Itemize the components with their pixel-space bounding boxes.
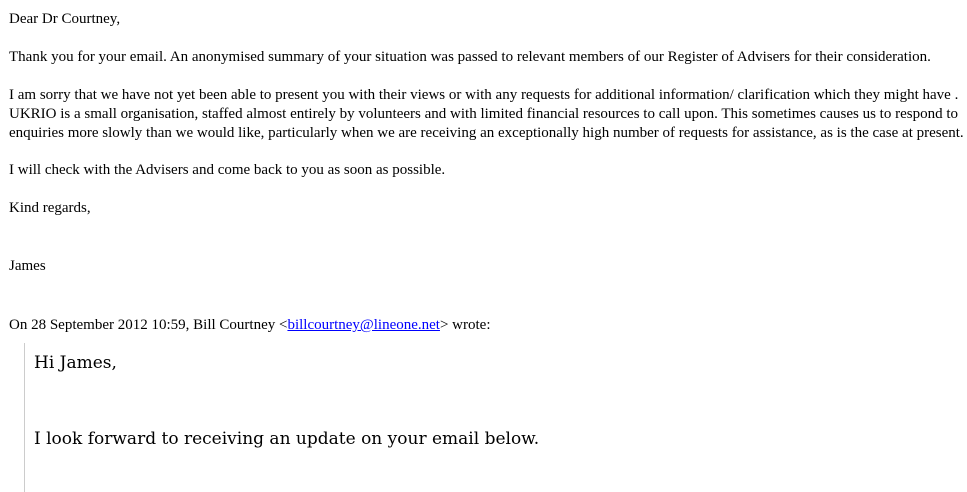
reply-paragraph-2 bbox=[9, 86, 967, 143]
quote-attribution-line bbox=[9, 316, 967, 335]
reply-signoff: Kind regards, bbox=[9, 200, 91, 216]
quote-attribution-suffix: > wrote: bbox=[439, 317, 491, 333]
reply-paragraph-2-line-3: enquiries more slowly than we would like, particularly when we are receiving an exceptionally high number of requests for assistance, as is the case at present. bbox=[9, 125, 964, 141]
reply-paragraph-2-line-2: UKRIO is a small organisation, staffed almost entirely by volunteers and with limited financial resources to call upon. This sometimes causes us to respond to bbox=[9, 106, 958, 122]
quoted-greeting: Hi James, bbox=[34, 353, 117, 373]
reply-greeting: Dear Dr Courtney, bbox=[9, 11, 121, 27]
sender-email-link[interactable]: billcourtney@lineone.net bbox=[287, 317, 440, 333]
quote-attribution-prefix: On 28 September 2012 10:59, Bill Courtney < bbox=[9, 317, 288, 333]
reply-signature: James bbox=[9, 258, 46, 274]
reply-paragraph-3: I will check with the Advisers and come back to you as soon as possible. bbox=[9, 162, 446, 178]
reply-paragraph-1: Thank you for your email. An anonymised summary of your situation was passed to relevant members of our Register of Advisers for their consideration. bbox=[9, 49, 931, 65]
quoted-message bbox=[24, 343, 967, 492]
reply-paragraph-2-line-1: I am sorry that we have not yet been able to present you with their views or with any requests for additional information/ clarification which they might have . bbox=[9, 87, 959, 103]
quoted-body-line: I look forward to receiving an update on your email below. bbox=[34, 429, 540, 449]
